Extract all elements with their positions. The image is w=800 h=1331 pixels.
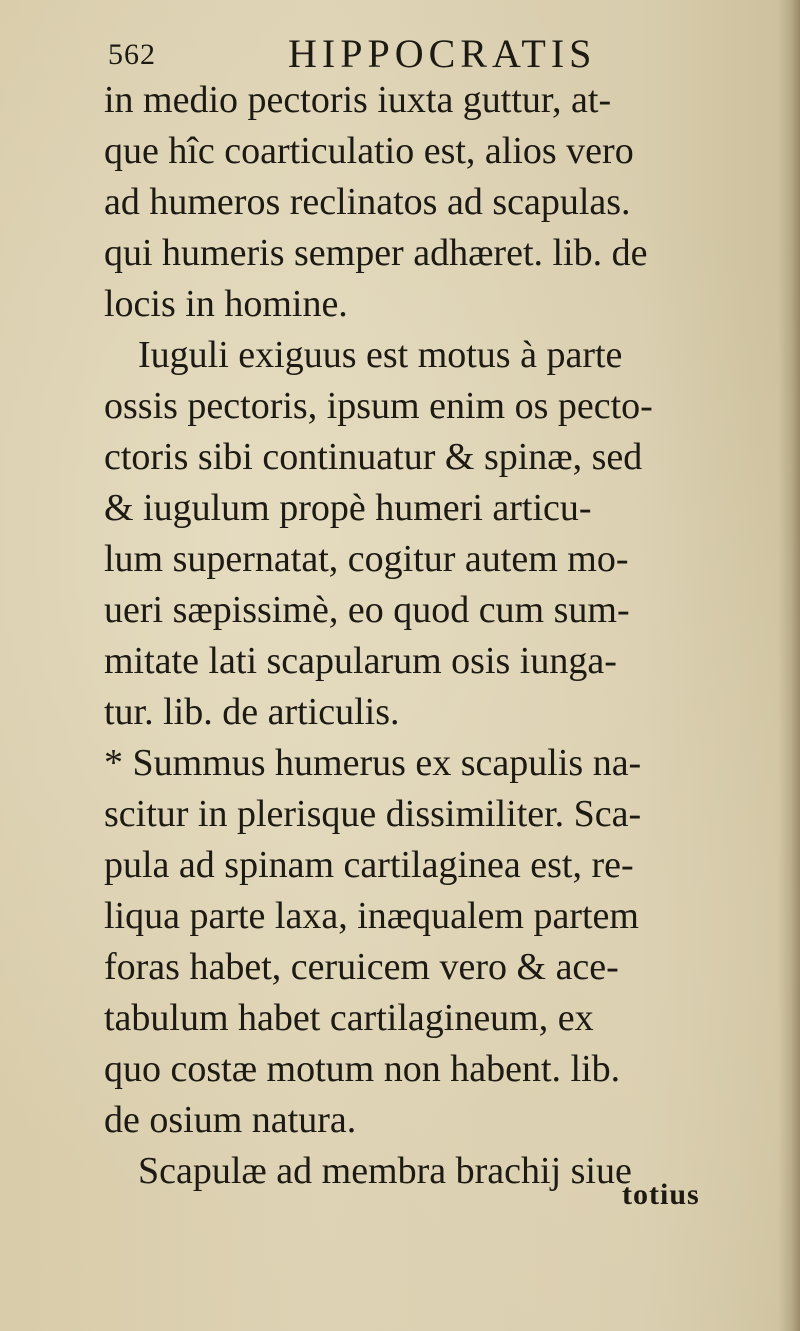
text-line: locis in homine. bbox=[104, 283, 348, 325]
paragraph-start-line: * Summus humerus ex scapulis na- bbox=[104, 742, 642, 784]
text-line: quo costæ motum non habent. lib. bbox=[104, 1048, 621, 1090]
paragraph-start-line: Scapulæ ad membra brachij siue bbox=[138, 1150, 632, 1192]
text-line: tabulum habet cartilagineum, ex bbox=[104, 997, 594, 1039]
text-line: ossis pectoris, ipsum enim os pecto- bbox=[104, 385, 653, 427]
text-line: mitate lati scapularum osis iunga- bbox=[104, 640, 617, 682]
text-line: qui humeris semper adhæret. lib. de bbox=[104, 232, 648, 274]
text-line: ctoris sibi continuatur & spinæ, sed bbox=[104, 436, 643, 478]
page-number: 562 bbox=[108, 38, 156, 71]
body-text bbox=[104, 75, 734, 1197]
text-line: pula ad spinam cartilaginea est, re- bbox=[104, 844, 634, 886]
text-line: de osium natura. bbox=[104, 1099, 357, 1141]
text-line: foras habet, ceruicem vero & ace- bbox=[104, 946, 619, 988]
text-line: & iugulum propè humeri articu- bbox=[104, 487, 592, 529]
paragraph-start-line: Iuguli exiguus est motus à parte bbox=[138, 334, 623, 376]
text-line: in medio pectoris iuxta guttur, at- bbox=[104, 79, 612, 121]
text-line: liqua parte laxa, inæqualem partem bbox=[104, 895, 639, 937]
running-head: HIPPOCRATIS bbox=[288, 31, 597, 76]
page-edge-shadow bbox=[778, 0, 800, 1331]
text-line: que hîc coarticulatio est, alios vero bbox=[104, 130, 634, 172]
text-line: tur. lib. de articulis. bbox=[104, 691, 400, 733]
catchword: totius bbox=[622, 1178, 700, 1211]
text-line: scitur in plerisque dissimiliter. Sca- bbox=[104, 793, 642, 835]
text-line: ad humeros reclinatos ad scapulas. bbox=[104, 181, 631, 223]
page-header bbox=[108, 30, 668, 80]
text-line: lum supernatat, cogitur autem mo- bbox=[104, 538, 629, 580]
text-line: ueri sæpissimè, eo quod cum sum- bbox=[104, 589, 630, 631]
